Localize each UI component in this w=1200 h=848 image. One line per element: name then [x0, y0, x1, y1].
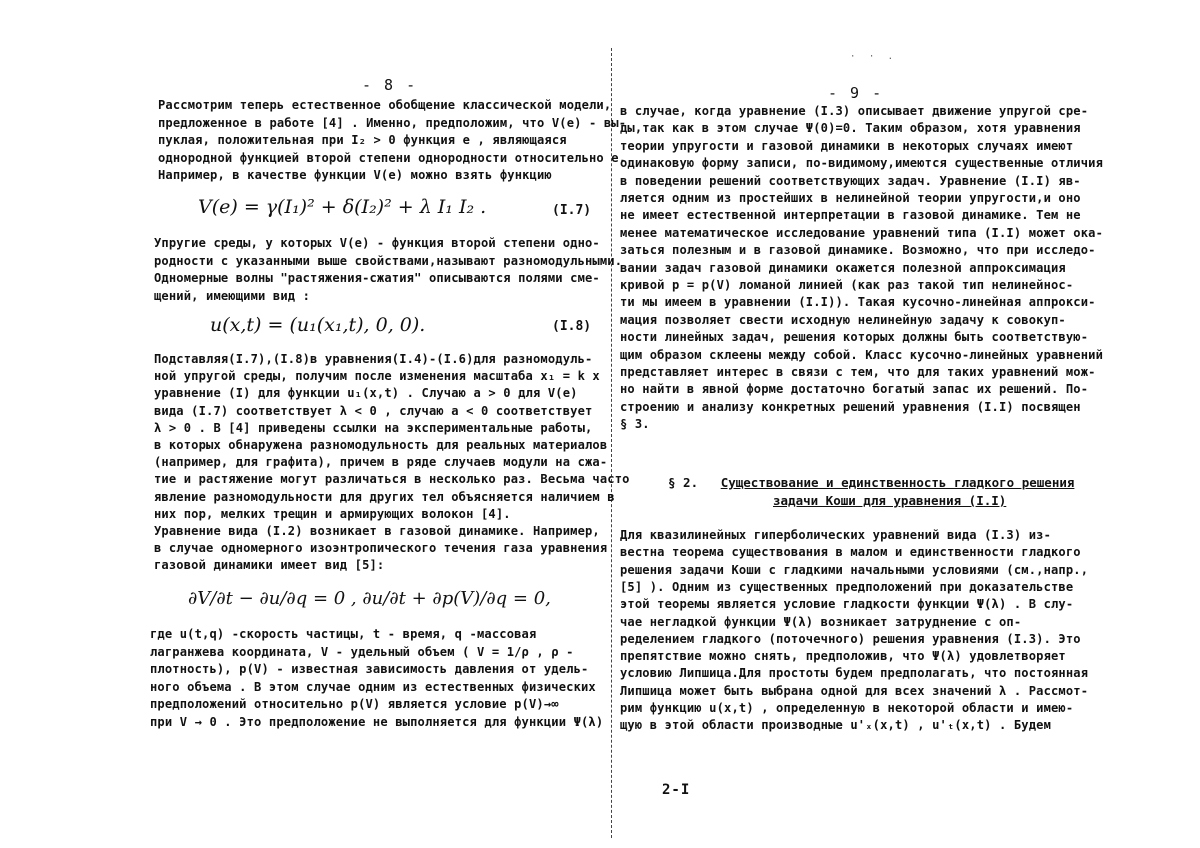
text-line: ной упругой среды, получим после изменения масштаба x₁ = k x: [154, 369, 600, 384]
text-line: газовой динамики имеет вид [5]:: [154, 558, 385, 573]
page-number-left: - 8 -: [362, 76, 418, 94]
text-line: представляет интерес в связи с тем, что для таких уравнений мож-: [620, 365, 1096, 379]
text-line: родности с указанными выше свойствами,называют разномодульными.: [154, 253, 623, 268]
footer-mark: 2-I: [662, 782, 691, 798]
text-line: них пор, мелких трещин и армирующих волокон [4].: [154, 506, 511, 521]
text-line: предположений относительно p(V) является условие p(V)→∞: [150, 697, 559, 711]
text-line: § 3.: [620, 417, 650, 432]
equation-1-8: u(x,t) = (u₁(x₁,t), 0, 0).: [210, 314, 426, 336]
text-line: (например, для графита), причем в ряде случаев модули на сжа-: [154, 455, 608, 470]
section-title-line1: Существование и единственность гладкого решения: [720, 475, 1075, 490]
text-line: ды,так как в этом случае Ψ(0)=0. Таким образом, хотя уравнения: [620, 121, 1081, 136]
section-heading: [668, 475, 1074, 490]
equation-label-1-8: (I.8): [552, 319, 592, 334]
text-line: явление разномодульности для других тел объясняется наличием в: [154, 489, 615, 504]
text-line: щений, имеющими вид :: [154, 288, 311, 303]
text-line: уравнение (I) для функции u₁(x,t) . Случаю a > 0 для V(e): [154, 386, 578, 401]
text-line: менее математическое исследование уравнений типа (I.I) может ока-: [620, 225, 1104, 240]
text-line: Для квазилинейных гиперболических уравнений вида (I.3) из-: [620, 528, 1052, 542]
text-line: где u(t,q) -скорость частицы, t - время, q -массовая: [150, 627, 537, 641]
text-line: ределением гладкого (поточечного) решения уравнения (I.3). Это: [620, 631, 1081, 646]
text-line: вида (I.7) соответствует λ < 0 , случаю a < 0 соответствует: [154, 403, 593, 418]
text-line: условию Липшица.Для простоты будем предполагать, что постоянная: [620, 666, 1089, 681]
text-line: заться полезным и в газовой динамике. Возможно, что при исследо-: [620, 243, 1096, 258]
text-line: вестна теорема существования в малом и единственности гладкого: [620, 545, 1081, 560]
text-line: плотность), p(V) - известная зависимость давления от удель-: [150, 662, 589, 676]
text-line: Например, в качестве функции V(e) можно взять функцию: [158, 168, 552, 182]
text-line: Липшица может быть выбрана одной для всех значений λ . Рассмот-: [620, 683, 1089, 698]
text-line: чае негладкой функции Ψ(λ) возникает затруднение с оп-: [620, 614, 1022, 629]
text-line: но найти в явной форме достаточно богатый запас их решений. По-: [620, 382, 1089, 397]
text-line: щим образом склеены между собой. Класс кусочно-линейных уравнений: [620, 347, 1104, 362]
text-line: Подставляя(I.7),(I.8)в уравнения(I.4)-(I.6)для разномодуль-: [154, 352, 593, 366]
equation-1-7: V(e) = γ(I₁)² + δ(I₂)² + λ I₁ I₂ .: [198, 196, 487, 218]
text-line: не имеет естественной интерпретации в газовой динамике. Тем не: [620, 208, 1081, 223]
text-line: тие и растяжение могут различаться в несколько раз. Весьма часто: [154, 472, 630, 487]
text-line: ного объема . В этом случае одним из естественных физических: [150, 679, 596, 694]
text-line: ляется одним из простейших в нелинейной теории упругости,и оно: [620, 191, 1081, 205]
scan-specks: · · .: [850, 52, 898, 62]
text-line: в случае, когда уравнение (I.3) описывает движение упругой сре-: [620, 104, 1089, 118]
section-heading-line2: [773, 493, 1006, 508]
text-line: λ > 0 . В [4] приведены ссылки на экспериментальные работы,: [154, 420, 593, 435]
text-line: при V → 0 . Это предположение не выполняется для функции Ψ(λ): [150, 714, 604, 729]
text-line: ности линейных задач, решения которых должны быть соответствую-: [620, 330, 1089, 345]
text-line: Уравнение вида (I.2) возникает в газовой динамике. Например,: [154, 524, 600, 538]
text-line: в поведении решений соответствующих задач. Уравнение (I.I) яв-: [620, 173, 1081, 188]
text-line: однородной функцией второй степени однородности относительно e.: [158, 150, 627, 165]
text-line: одинаковую форму записи, по-видимому,имеются существенные отличия: [620, 156, 1104, 171]
text-line: Рассмотрим теперь естественное обобщение классической модели,: [158, 98, 612, 112]
text-line: Упругие среды, у которых V(e) - функция второй степени одно-: [154, 236, 600, 250]
text-line: этой теоремы является условие гладкости функции Ψ(λ) . В слу-: [620, 597, 1074, 612]
page-number-right: - 9 -: [828, 84, 884, 102]
right-page: [610, 0, 1200, 848]
text-line: щую в этой области производные u'ₓ(x,t) , u'ₜ(x,t) . Будем: [620, 718, 1052, 733]
text-line: Одномерные волны "растяжения-сжатия" описываются полями сме-: [154, 271, 600, 285]
text-line: вании задач газовой динамики окажется полезной аппроксимация: [620, 260, 1066, 275]
equation-label-1-7: (I.7): [552, 203, 592, 218]
text-line: ти мы имеем в уравнении (I.I)). Такая кусочно-линейная аппрокси-: [620, 295, 1096, 310]
text-line: в случае одномерного изоэнтропического течения газа уравнения: [154, 541, 608, 556]
text-line: рим функцию u(x,t) , определенную в некоторой области и имею-: [620, 701, 1074, 715]
text-line: предложенное в работе [4] . Именно, предположим, что V(e) - вы-: [158, 115, 627, 130]
text-line: [5] ). Одним из существенных предположений при доказательстве: [620, 579, 1074, 594]
text-line: теории упругости и газовой динамики в некоторых случаях имеют: [620, 138, 1074, 153]
text-line: решения задачи Коши с гладкими начальными условиями (см.,напр.,: [620, 562, 1089, 577]
text-line: кривой p = p(V) ломаной линией (как раз такой тип нелинейнос-: [620, 278, 1074, 292]
text-line: лагранжева координата, V - удельный объем ( V = 1/ρ , ρ -: [150, 644, 574, 659]
equation-gas-dynamics: ∂V/∂t − ∂u/∂q = 0 , ∂u/∂t + ∂p(V)/∂q = 0,: [188, 588, 551, 609]
text-line: препятствие можно снять, предположив, что Ψ(λ) удовлетворяет: [620, 649, 1066, 664]
text-line: пуклая, положительная при I₂ > 0 функция e , являющаяся: [158, 133, 567, 147]
section-number: § 2.: [668, 475, 699, 490]
text-line: мация позволяет свести исходную нелинейную задачу к совокуп-: [620, 312, 1066, 327]
text-line: строению и анализу конкретных решений уравнения (I.I) посвящен: [620, 399, 1081, 414]
section-title-line2: задачи Коши для уравнения (I.I): [773, 493, 1007, 508]
text-line: в которых обнаружена разномодульность для реальных материалов: [154, 438, 608, 452]
